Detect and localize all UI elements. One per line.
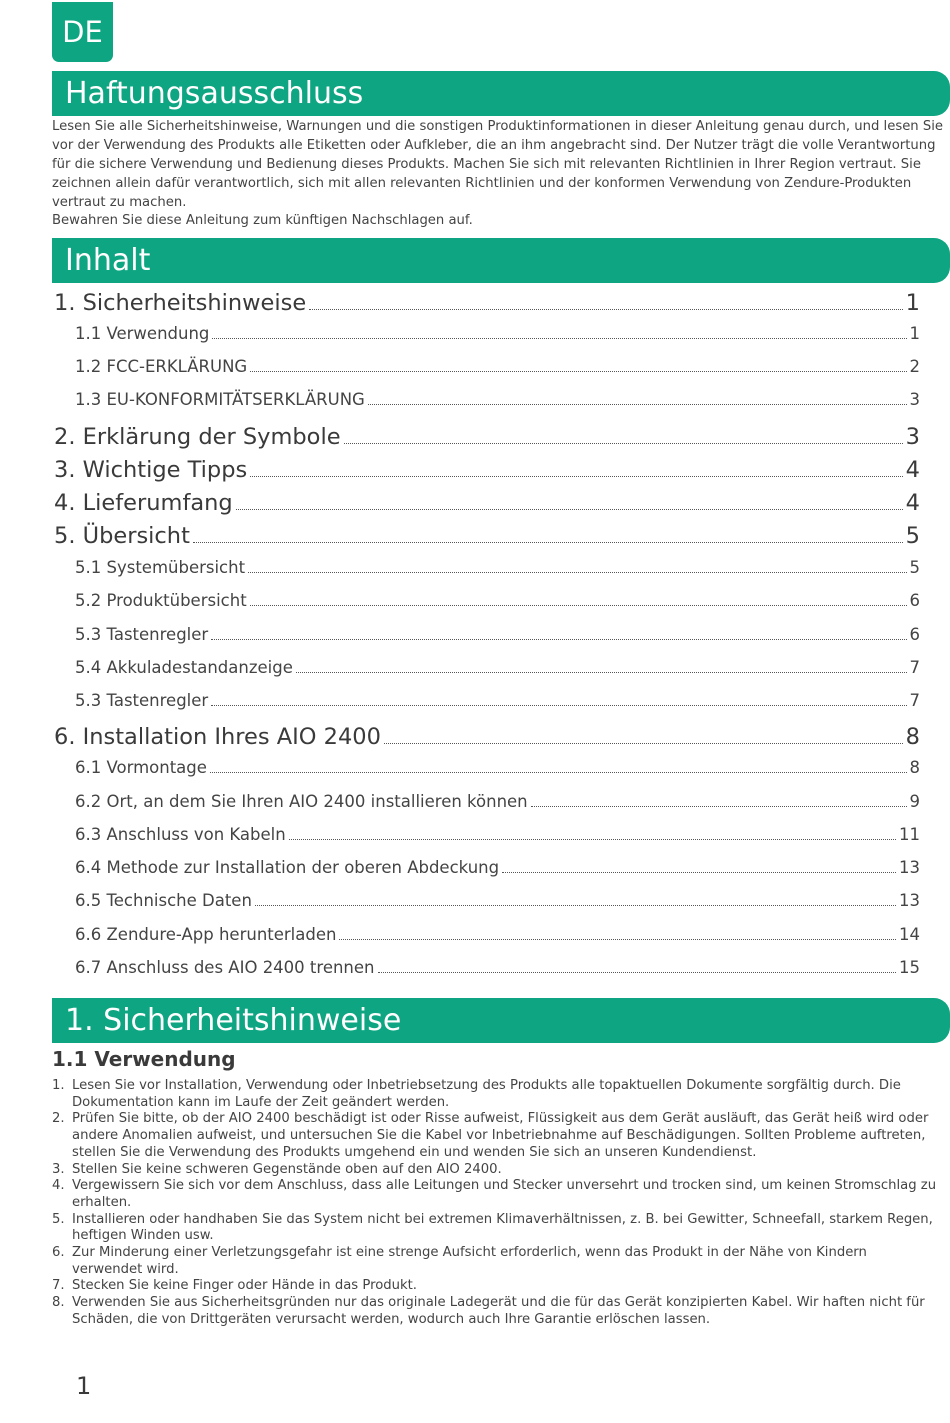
list-item-number: 5. xyxy=(52,1211,65,1227)
toc-entry[interactable] xyxy=(75,958,920,977)
section-header-safety: 1. Sicherheitshinweise xyxy=(52,998,950,1043)
toc-entry-page: 13 xyxy=(899,891,920,910)
toc-entry-label: 1.2 FCC-ERKLÄRUNG xyxy=(75,357,248,376)
list-item xyxy=(52,1111,940,1161)
list-item-number: 6. xyxy=(52,1245,65,1261)
toc-leader xyxy=(248,560,906,573)
list-item xyxy=(52,1278,940,1295)
toc-entry[interactable] xyxy=(54,724,920,750)
toc-entry[interactable] xyxy=(75,925,920,944)
list-item-text: Lesen Sie vor Installation, Verwendung oder Inbetriebsetzung des Produkts alle topaktuellen Dokumente sorgfältig durch. Die Dokumentation kann im Laufe der Zeit geändert werden. xyxy=(72,1078,901,1110)
toc-entry-page: 5 xyxy=(909,558,920,577)
toc-entry-label: 6.1 Vormontage xyxy=(75,758,207,777)
language-tab: DE xyxy=(52,2,113,62)
toc-entry-label: 5.2 Produktübersicht xyxy=(75,591,247,610)
list-item-number: 8. xyxy=(52,1295,65,1311)
section-header-disclaimer: Haftungsausschluss xyxy=(52,71,950,116)
toc-entry-label: 1.1 Verwendung xyxy=(75,324,210,343)
toc-leader xyxy=(531,794,907,807)
toc-entry-label: 3. Wichtige Tipps xyxy=(54,457,248,483)
toc-leader xyxy=(193,526,903,543)
list-item-text: Stecken Sie keine Finger oder Hände in das Produkt. xyxy=(72,1278,418,1294)
toc-leader xyxy=(250,593,907,606)
toc-leader xyxy=(309,293,902,310)
list-item-number: 7. xyxy=(52,1278,65,1294)
list-item xyxy=(52,1178,940,1211)
toc-entry-page: 7 xyxy=(909,658,920,677)
list-item-text: Installieren oder handhaben Sie das System nicht bei extremen Klimaverhältnissen, z. B. bei Gewitter, Schneefall, starkem Regen, heftigen Winden usw. xyxy=(72,1211,933,1244)
toc-entry[interactable] xyxy=(75,558,920,577)
toc-leader xyxy=(289,827,896,840)
list-item-text: Stellen Sie keine schweren Gegenstände oben auf den AIO 2400. xyxy=(72,1161,502,1177)
toc-entry[interactable] xyxy=(75,758,920,777)
toc-entry[interactable] xyxy=(54,523,920,549)
toc-entry-page: 5 xyxy=(905,523,920,549)
disclaimer-keep-note: Bewahren Sie diese Anleitung zum künftigen Nachschlagen auf. xyxy=(52,213,473,228)
toc-entry-page: 6 xyxy=(909,625,920,644)
toc-entry[interactable] xyxy=(75,658,920,677)
toc-entry-label: 6.5 Technische Daten xyxy=(75,891,252,910)
toc-leader xyxy=(384,727,903,744)
toc-entry-label: 5.3 Tastenregler xyxy=(75,625,209,644)
toc-entry-label: 1. Sicherheitshinweise xyxy=(54,290,307,316)
toc-entry-label: 6. Installation Ihres AIO 2400 xyxy=(54,724,381,750)
toc-leader xyxy=(339,927,896,940)
toc-entry-page: 2 xyxy=(909,357,920,376)
toc-entry-page: 13 xyxy=(899,858,920,877)
list-item-text: Prüfen Sie bitte, ob der AIO 2400 beschädigt ist oder Risse aufweist, Flüssigkeit aus dem Gerät ausläuft, das Gerät heiß wird oder andere Anomalien aufweist, und untersuchen Sie die Kabel vor Inbetriebnahme auf Beschädigungen. Sollten Probleme auftreten, stellen Sie die Verwendung des Produkts umgehend ein und wenden Sie sich an unseren Kundendienst. xyxy=(72,1111,929,1160)
toc-entry-label: 5. Übersicht xyxy=(54,523,190,549)
toc-entry[interactable] xyxy=(75,625,920,644)
toc-entry-page: 8 xyxy=(909,758,920,777)
toc-entry[interactable] xyxy=(75,324,920,343)
toc-entry-label: 2. Erklärung der Symbole xyxy=(54,424,341,450)
toc-leader xyxy=(212,326,906,339)
toc-entry-page: 11 xyxy=(899,825,920,844)
toc-entry-page: 8 xyxy=(905,724,920,750)
list-item-text: Verwenden Sie aus Sicherheitsgründen nur das originale Ladegerät und die für das Gerät konzipierten Kabel. Wir haften nicht für Schäden, die von Drittgeräten verursacht werden, wodurch auch Ihre Garantie erlöschen lassen. xyxy=(72,1295,925,1327)
toc-entry[interactable] xyxy=(54,490,920,516)
toc-entry[interactable] xyxy=(54,424,920,450)
toc-entry-page: 1 xyxy=(909,324,920,343)
section-header-contents: Inhalt xyxy=(52,238,950,283)
toc-entry-page: 7 xyxy=(909,691,920,710)
toc-leader xyxy=(378,960,897,973)
toc-entry[interactable] xyxy=(75,691,920,710)
toc-entry[interactable] xyxy=(75,390,920,409)
toc-leader xyxy=(250,359,906,372)
toc-entry-label: 4. Lieferumfang xyxy=(54,490,233,516)
list-item-text: Vergewissern Sie sich vor dem Anschluss, dass alle Leitungen und Stecker unversehrt und trocken sind, um keinen Stromschlag zu erhalten. xyxy=(72,1178,937,1210)
list-item-number: 2. xyxy=(52,1111,65,1127)
toc-entry-label: 6.7 Anschluss des AIO 2400 trennen xyxy=(75,958,375,977)
safety-instructions-list xyxy=(52,1078,940,1329)
toc-leader xyxy=(236,493,903,510)
toc-entry-page: 1 xyxy=(905,290,920,316)
toc-entry[interactable] xyxy=(75,792,920,811)
toc-entry[interactable] xyxy=(54,457,920,483)
toc-leader xyxy=(502,860,896,873)
list-item-number: 3. xyxy=(52,1161,65,1177)
toc-leader xyxy=(255,893,896,906)
toc-entry-label: 1.3 EU-KONFORMITÄTSERKLÄRUNG xyxy=(75,390,365,409)
list-item xyxy=(52,1212,940,1245)
list-item-text: Zur Minderung einer Verletzungsgefahr ist eine strenge Aufsicht erforderlich, wenn das Produkt in der Nähe von Kindern verwendet wird. xyxy=(72,1245,867,1277)
toc-entry-label: 6.4 Methode zur Installation der oberen Abdeckung xyxy=(75,858,500,877)
toc-leader xyxy=(210,760,907,773)
list-item xyxy=(52,1078,940,1111)
toc-leader xyxy=(250,460,902,477)
toc-entry-label: 6.3 Anschluss von Kabeln xyxy=(75,825,286,844)
list-item-number: 4. xyxy=(52,1178,65,1194)
toc-entry-label: 5.3 Tastenregler xyxy=(75,691,209,710)
toc-leader xyxy=(344,427,903,444)
list-item-number: 1. xyxy=(52,1078,65,1093)
toc-entry-page: 15 xyxy=(899,958,920,977)
toc-entry[interactable] xyxy=(75,891,920,910)
toc-entry[interactable] xyxy=(54,290,920,316)
toc-leader xyxy=(211,693,906,706)
toc-entry[interactable] xyxy=(75,591,920,610)
toc-entry-page: 3 xyxy=(909,390,920,409)
toc-leader xyxy=(368,392,907,405)
toc-entry-page: 14 xyxy=(899,925,920,944)
toc-entry-label: 6.2 Ort, an dem Sie Ihren AIO 2400 installieren können xyxy=(75,792,528,811)
toc-entry-page: 9 xyxy=(909,792,920,811)
toc-entry-label: 6.6 Zendure-App herunterladen xyxy=(75,925,337,944)
toc-entry-page: 4 xyxy=(905,490,920,516)
subsection-title: 1.1 Verwendung xyxy=(52,1047,236,1071)
toc-entry[interactable] xyxy=(75,357,920,376)
disclaimer-text: Lesen Sie alle Sicherheitshinweise, Warnungen und die sonstigen Produktinformationen in dieser Anleitung genau durch, und lesen Sie vor der Verwendung des Produkts alle Etiketten oder Aufkleber, die an ihm angebracht sind. Der Nutzer trägt die volle Verantwortung für die sichere Verwendung und Bedienung dieses Produkts. Machen Sie sich mit relevanten Richtlinien in Ihrer Region vertraut. Sie zeichnen allein dafür verantwortlich, sich mit allen relevanten Richtlinien und der konformen Verwendung von Zendure-Produkten vertraut zu machen. xyxy=(52,119,944,210)
toc-entry[interactable] xyxy=(75,825,920,844)
toc-leader xyxy=(296,660,907,673)
page-number: 1 xyxy=(76,1372,92,1400)
toc-entry-page: 4 xyxy=(905,457,920,483)
toc-entry-page: 3 xyxy=(905,424,920,450)
list-item xyxy=(52,1162,940,1179)
list-item xyxy=(52,1245,940,1278)
toc-entry-label: 5.4 Akkuladestandanzeige xyxy=(75,658,293,677)
toc-entry-label: 5.1 Systemübersicht xyxy=(75,558,246,577)
list-item xyxy=(52,1295,940,1328)
toc-entry-page: 6 xyxy=(909,591,920,610)
toc-entry[interactable] xyxy=(75,858,920,877)
toc-leader xyxy=(211,627,906,640)
